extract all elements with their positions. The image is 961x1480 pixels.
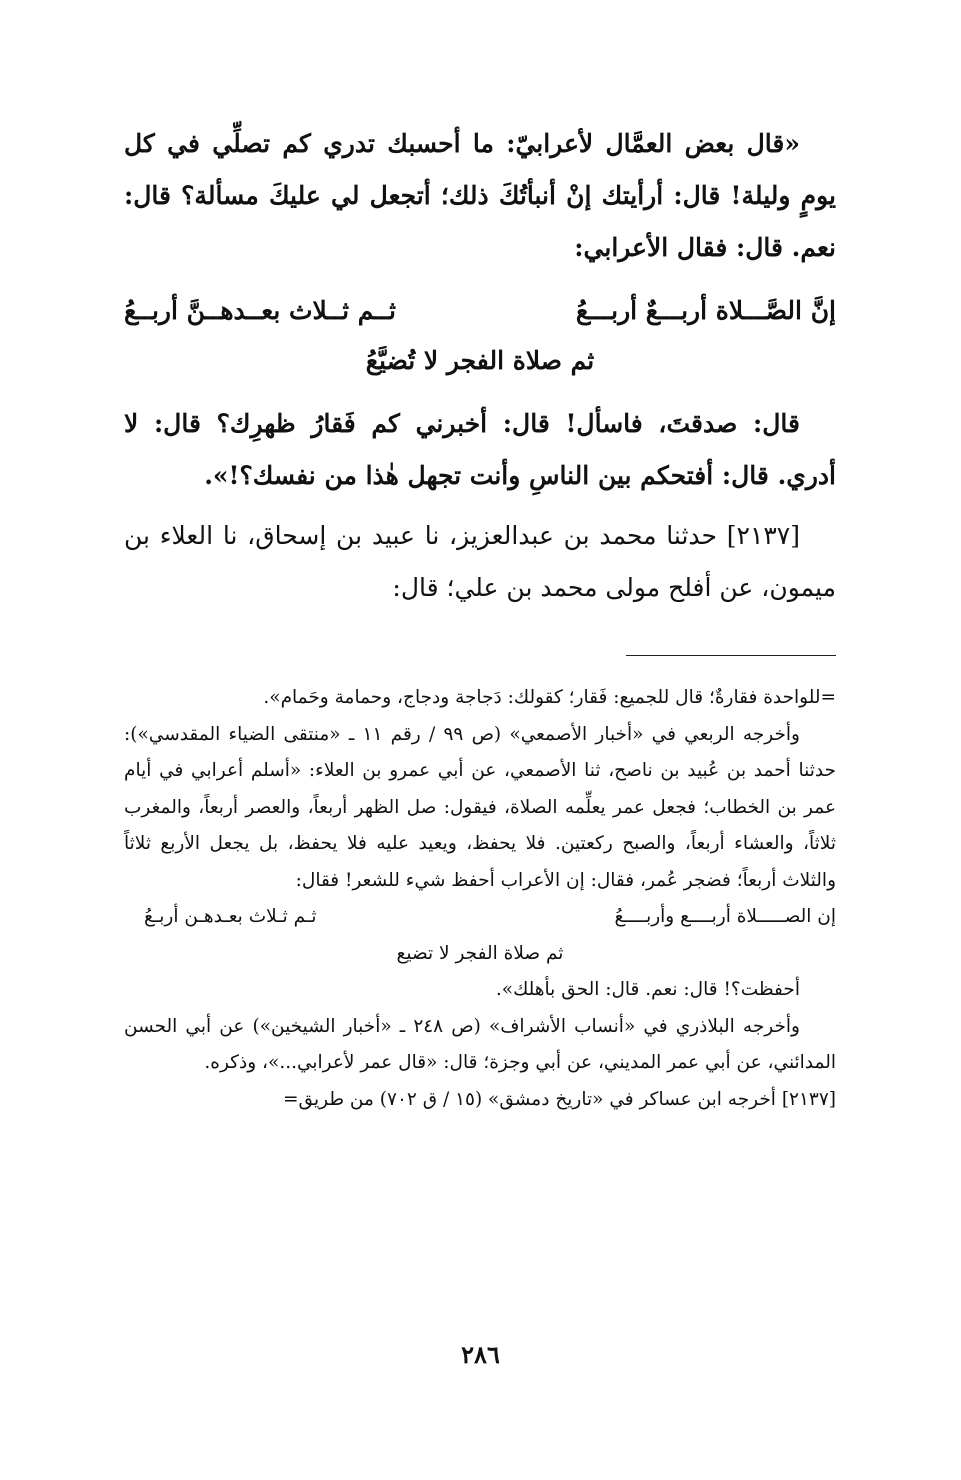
footnote-dialogue-end: أحفظت؟! قال: نعم. قال: الحق بأهلك».	[495, 979, 800, 1000]
narration-paragraph-1: «قال بعض العمَّال لأعرابيّ: ما أحسبك تدري كم تصلِّي في كل يومٍ وليلة! قال: أرأيتك إنْ أنبأتُكَ ذلك؛ أتجعل لي عليكَ مسألة؟ قال: نعم. قال: فقال الأعرابي:	[124, 129, 836, 262]
footnotes	[124, 680, 836, 1118]
footnote-verse-second-hemistich: ثـم ثـلاث بعـدهـن أربـعُ	[144, 906, 317, 927]
footnote-baladhuri-source: وأخرجه البلاذري في «أنساب الأشراف» (ص ٢٤٨ ـ «أخبار الشيخين») عن أبي الحسن المدائني، عن أبي عمر المديني، عن أبي وجزة؛ قال: «قال عمر لأعرابي...»، وذكره.	[124, 1015, 836, 1073]
poem-verse-line-2: ثم صلاة الفجر لا تُضيَّعُ	[365, 346, 595, 375]
footnote-2137-ibn-asakir: [٢١٣٧] أخرجه ابن عساكر في «تاريخ دمشق» (١٥ / ق ٧٠٢) من طريق=	[283, 1088, 836, 1110]
hadith-2137-chain: [٢١٣٧] حدثنا محمد بن عبدالعزيز، نا عبيد بن إسحاق، نا العلاء بن ميمون، عن أفلح مولى محمد بن علي؛ قال:	[124, 521, 836, 602]
footnote-continuation: =للواحدة فقارةٌ؛ قال للجميع: فَقار؛ كقولك: دَجاجة ودجاج، وحمامة وحَمام».	[263, 687, 836, 708]
main-text	[124, 118, 836, 614]
poem-verse-line-1	[124, 286, 836, 336]
narration-paragraph-2: قال: صدقتَ، فاسأل! قال: أخبرني كم فَقارُ ظهرِك؟ قال: لا أدري. قال: أفتحكم بين الناسِ وأنت تجهل هٰذا من نفسك؟!».	[124, 409, 836, 490]
verse-first-hemistich: إنَّ الصَّـــلاة أربـــعٌ أربـــعُ	[575, 296, 836, 325]
verse-second-hemistich: ثــم ثــلاث بعــدهــنَّ أربــعُ	[124, 296, 396, 325]
page-number: ٢٨٦	[461, 1340, 500, 1369]
footnote-rabai-source: وأخرجه الربعي في «أخبار الأصمعي» (ص ٩٩ / رقم ١١ ـ «منتقى الضياء المقدسي»): حدثنا أحمد بن عُبيد بن ناصح، ثنا الأصمعي، عن أبي عمرو بن العلاء: «أسلم أعرابي في أيام عمر بن الخطاب؛ فجعل عمر يعلِّمه الصلاة، فيقول: صل الظهر أربعاً، والعصر أربعاً، والمغرب ثلاثاً، والعشاء أربعاً، والصبح ركعتين. فلا يحفظ، ويعيد عليه فلا يحفظ، بل يجعل الأربع ثلاثاً والثلاث أربعاً؛ فضجر عُمر، فقال: إن الأعراب أحفظ شيء للشعر! فقال:	[124, 723, 836, 891]
footnote-verse-line-1	[124, 899, 836, 936]
footnote-separator	[626, 655, 836, 656]
footnote-verse-line-2: ثم صلاة الفجر لا تضيع	[396, 942, 564, 964]
footnote-verse-first-hemistich: إن الصـــــلاة أربــــع وأربــــعُ	[614, 906, 836, 927]
